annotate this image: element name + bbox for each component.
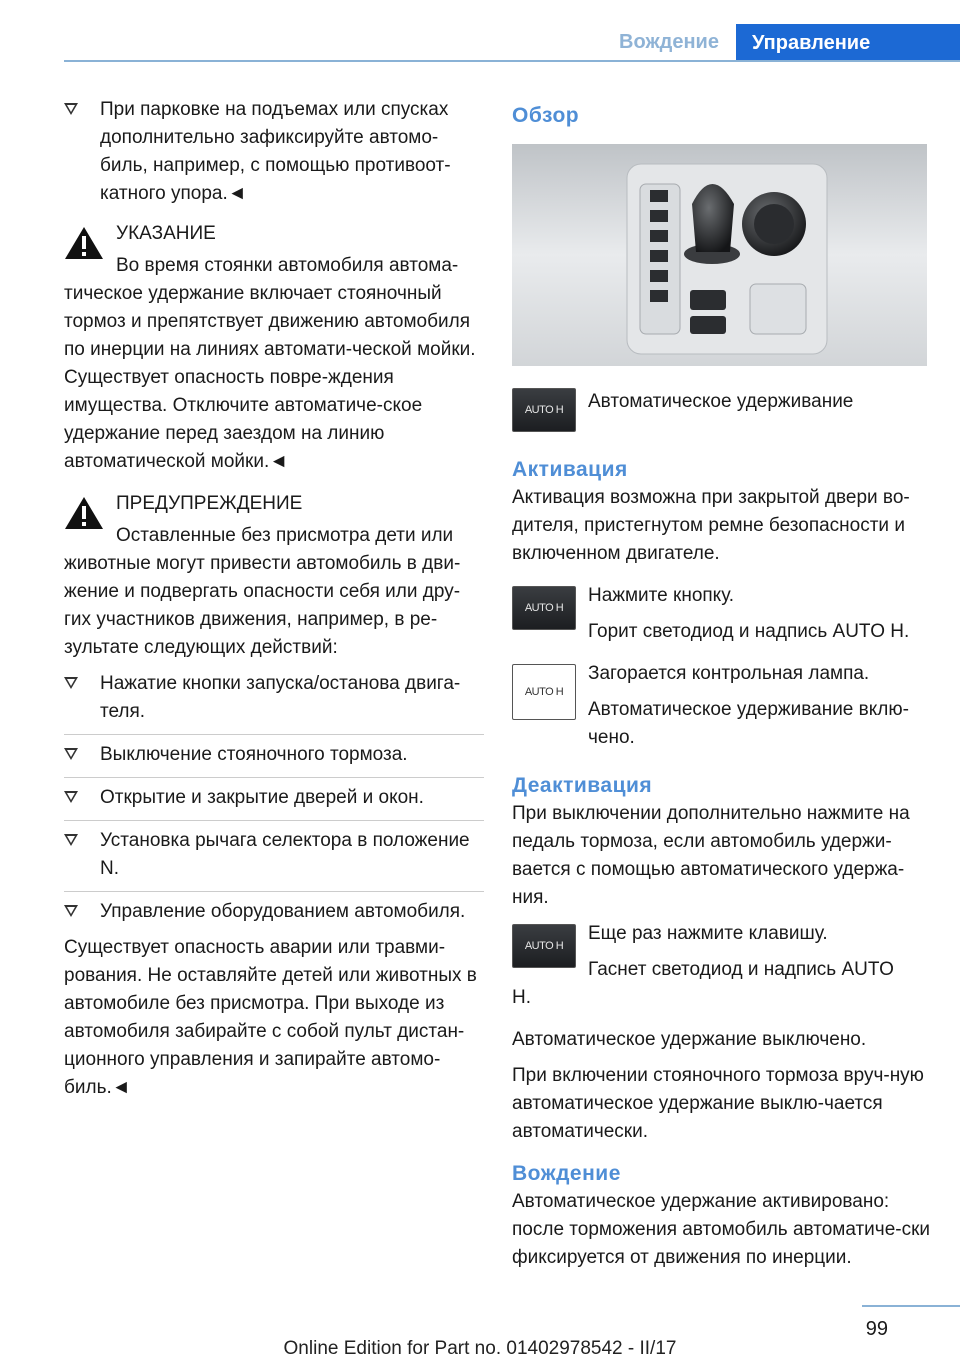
notice-first-line: Во время стоянки автомобиля автома- — [116, 255, 459, 276]
right-column — [512, 96, 932, 1272]
list-item — [64, 820, 484, 883]
edition-footer: Online Edition for Part no. 01402978542 - II/17 — [283, 1338, 677, 1359]
notice-block — [64, 220, 484, 476]
warning-closing: Существует опасность аварии или травми-рования. Не оставляйте детей или животных в автомобиле без присмотра. При выходе из автомобиля забирайте с собой пульт дистан-ционного управления и запирайте автомо-биль.◄ — [64, 937, 477, 1098]
list-item — [64, 891, 484, 926]
bullet-triangle-icon — [64, 677, 78, 689]
notice-title: УКАЗАНИЕ — [116, 223, 216, 244]
warning-triangle-icon — [64, 496, 104, 530]
auto-h-indicator-icon: AUTO H — [512, 664, 576, 720]
bullet-triangle-icon — [64, 834, 78, 846]
overview-icon-row — [512, 388, 932, 432]
indicator-step-row — [512, 660, 932, 752]
driving-text: Автоматическое удержание активировано: после торможения автомобиль автоматиче-ски фиксируется от движения по инерции. — [512, 1191, 931, 1268]
header-tab-controls: Управление — [736, 24, 960, 62]
warning-triangle-icon — [64, 226, 104, 260]
deactivation-step-2-cont: H. — [512, 987, 531, 1008]
deactivation-step-1: Еще раз нажмите клавишу. — [588, 923, 828, 944]
header-rule — [64, 60, 960, 62]
auto-h-button-icon: AUTO H — [512, 586, 576, 630]
warning-first-line: Оставленные без присмотра дети или — [116, 525, 454, 546]
deactivated-text: Автоматическое удержание выключено. — [512, 1029, 867, 1050]
parking-brake-text: При включении стояночного тормоза вруч-ную автоматическое удержание выклю-чается автоматически. — [512, 1065, 924, 1142]
list-item — [64, 670, 484, 726]
list-item-text: Управление оборудованием автомобиля. — [100, 901, 466, 922]
deactivation-text: При выключении дополнительно нажмите на педаль тормоза, если автомобиль удержи-вается с помощью автоматического удержа-ния. — [512, 803, 910, 908]
overview-heading: Обзор — [512, 104, 580, 127]
auto-h-button-icon: AUTO H — [512, 388, 576, 432]
auto-h-button-icon: AUTO H — [512, 924, 576, 968]
notice-body: тическое удержание включает стояночный тормоз и препятствует движению автомобиля по инерции на линиях автомати-ческой мойки. Существует опасность повре-ждения имущества. Отключите автоматиче-ское удержание перед заездом на линию автоматической мойки.◄ — [64, 283, 476, 472]
list-item — [64, 777, 484, 812]
center-console-photo — [512, 144, 927, 366]
page-number: 99 — [865, 1318, 888, 1340]
activation-step-2: Горит светодиод и надпись AUTO H. — [588, 621, 910, 642]
overview-caption: Автоматическое удерживание — [588, 391, 854, 412]
list-item — [64, 734, 484, 769]
left-column — [64, 96, 484, 1102]
warning-block — [64, 490, 484, 662]
driving-heading: Вождение — [512, 1162, 621, 1185]
deactivation-heading: Деактивация — [512, 774, 653, 797]
warning-bullet-list — [64, 670, 484, 926]
bullet-triangle-icon — [64, 791, 78, 803]
list-item-text: Выключение стояночного тормоза. — [100, 744, 408, 765]
indicator-step-2: Автоматическое удерживание вклю-чено. — [588, 699, 909, 748]
list-item-text: При парковке на подъемах или спусках дополнительно зафиксируйте автомо-биль, например, с помощью противоот-катного упора.◄ — [100, 99, 451, 204]
bullet-triangle-icon — [64, 748, 78, 760]
center-console-illustration — [512, 144, 927, 366]
activation-text: Активация возможна при закрытой двери во-дителя, пристегнутом ремне безопасности и включенном двигателе. — [512, 487, 910, 564]
bullet-triangle-icon — [64, 905, 78, 917]
list-item-text: Нажатие кнопки запуска/останова двига-теля. — [100, 673, 461, 722]
list-item-text: Установка рычага селектора в положение N. — [100, 830, 470, 879]
deactivation-step-2: Гаснет светодиод и надпись AUTO — [588, 959, 894, 980]
footer-rule — [862, 1305, 960, 1307]
activation-step-1: Нажмите кнопку. — [588, 585, 735, 606]
list-item-text: Открытие и закрытие дверей и окон. — [100, 787, 424, 808]
bullet-triangle-icon — [64, 103, 78, 115]
activation-heading: Активация — [512, 458, 628, 481]
indicator-step-1: Загорается контрольная лампа. — [588, 663, 870, 684]
warning-body: животные могут привести автомобиль в дви-жение и подвергать опасности себя или дру-гих участников движения, например, в ре-зультате следующих действий: — [64, 553, 461, 658]
header-tab-driving: Вождение — [619, 31, 719, 53]
warning-title: ПРЕДУПРЕЖДЕНИЕ — [116, 493, 303, 514]
list-item — [64, 96, 484, 208]
deactivation-step-row — [512, 920, 932, 984]
activation-step-row — [512, 582, 932, 646]
